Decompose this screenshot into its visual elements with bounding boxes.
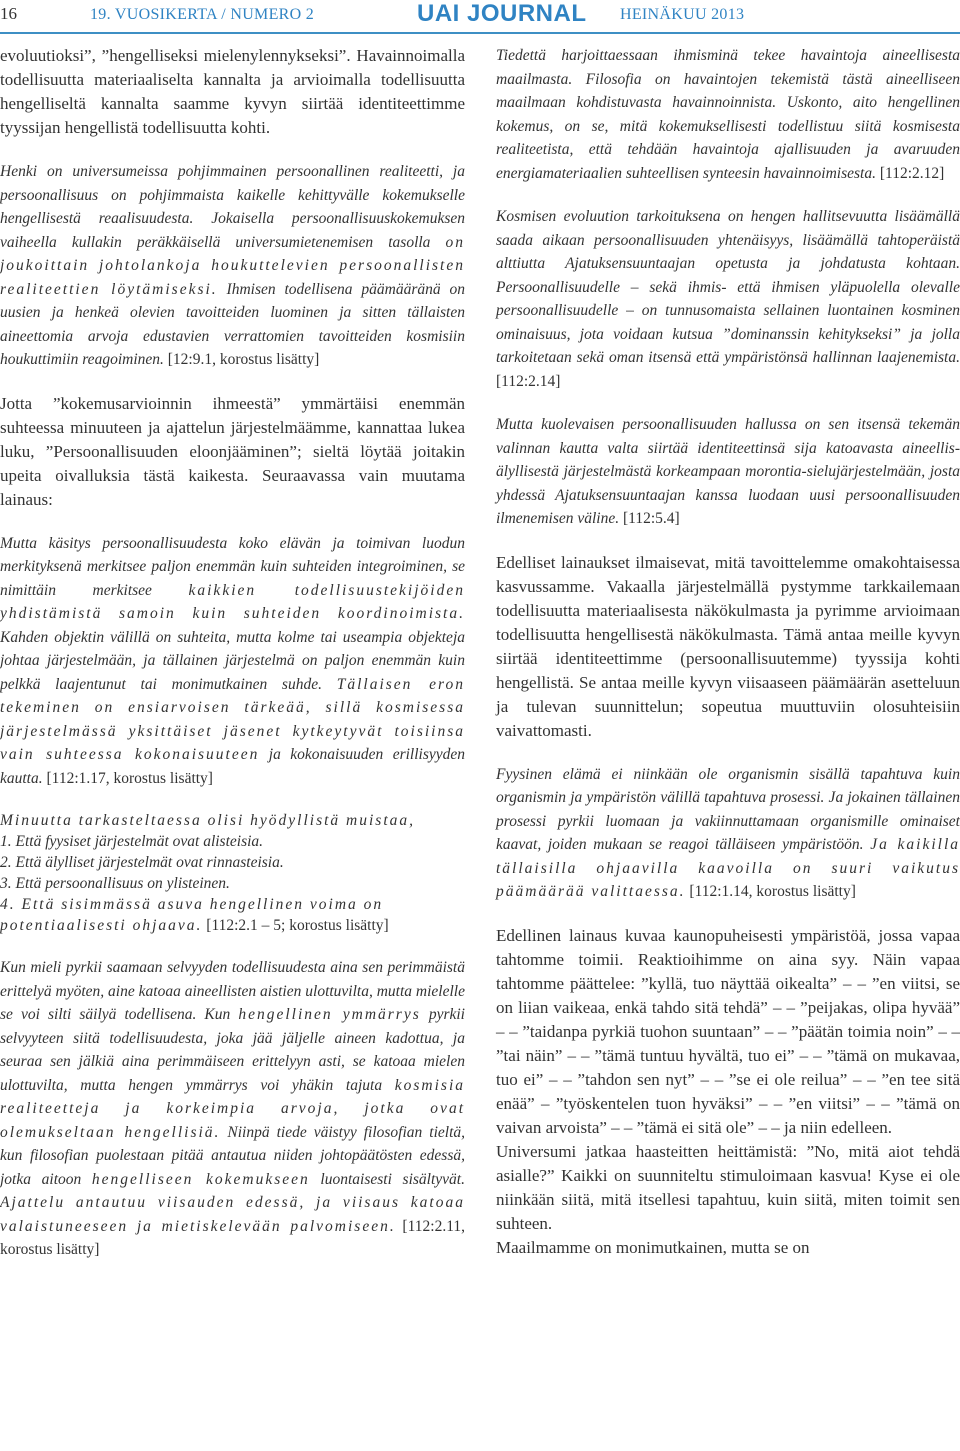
quote-emphasis: kosmisia realiteetteja ja korkeimpia arvoja, jotka ovat olemukseltaan hengellisiä.	[0, 1076, 465, 1141]
list-item	[0, 894, 465, 936]
numbered-list-quote	[0, 810, 465, 936]
list-item: 2. Että älylliset järjestelmät ovat rinnasteisia.	[0, 854, 284, 871]
quote-text: Kahden objektin välillä on suhteita, mutta kolme tai useampia objekteja johtaa järjestelmään, ja tällainen järjestelmä on paljon enemmän kuin pelkkä laajentunut tai monimutkainen suhde.	[0, 628, 465, 693]
paragraph: evoluutioksi”, ”hengelliseksi mielenylennykseksi”. Havainnoimalla todellisuutta materiaaliselta kannalta ja arvioimalla todellisuutta hengelliseltä kannalta saamme kyvyn siirtää identiteettimme tyyssijan hengellistä todellisuutta kohti.	[0, 46, 465, 137]
quote-emphasis: Ajattelu antautuu viisauden edessä, ja viisaus katoaa valaistuneeseen ja mietiskelevään palvomiseen.	[0, 1194, 465, 1235]
list-intro: Minuutta tarkasteltaessa olisi hyödyllistä muistaa,	[0, 812, 416, 829]
paragraph: Jotta ”kokemusarvioinnin ihmeestä” ymmärtäisi enemmän suhteessa minuuteen ja ajattelun järjestelmäämme, kannattaa lukea luku, ”Persoonallisuuden eloonjääminen”; sieltä löytää joitakin upeita oivalluksia tästä kaikesta. Seuraavassa vain muutama lainaus:	[0, 393, 465, 509]
quote-text: pyrkii selvyyteen siitä todellisuudesta, joka jää jäljelle aineen kadottua, ja seuraa sen jälkiä aina perimmäiseen erittelyyn asti, se katoaa mielen ulottuvilta, mutta hengen ymmärrys voi yhäkin tajuta	[0, 1006, 465, 1094]
list-item: 3. Että persoonallisuus on ylisteinen.	[0, 875, 230, 892]
quote-emphasis: hengellinen ymmärrys	[238, 1006, 421, 1023]
block-quote	[496, 763, 960, 904]
quote-emphasis: Ja kaikilla tällaisilla ohjaavilla kaavoilla on suuri vaikutus päämäärää valittaessa.	[496, 836, 960, 900]
quote-text: Kosmisen evoluution tarkoituksena on hengen hallitsevuutta lisäämällä saada aikaan persoonallisuuden yhtenäisyys, lisäämällä tahtoperäistä alttiutta Ajatuksensuuntaajan opetusta ja johdatusta kohtaan. Persoonallisuudelle – sekä ihmis- että ihmisen yläpuolella olevalle persoonallisuudelle – on tunnusomaista sellainen luontainen kosminen ominaisuus, jota voidaan kutsua ”dominanssin kehitykseksi” ja jolla tarkoitetaan sekä oman itsensä että ympäristönsä hallinnan laajenemista.	[496, 208, 960, 366]
quote-reference: [112:2.14]	[496, 372, 561, 390]
list-item-text: 4. Että sisimmässä asuva hengellinen voima on potentiaalisesti ohjaava.	[0, 896, 384, 934]
quote-text: Kun mieli pyrkii saamaan selvyyden todellisuudesta aina sen perimmäistä erittelyä myöten, aine katoaa aineellisten aistien ulottuvilta, mutta mielelle se voi silti säilyä todellisena. Kun	[0, 959, 465, 1023]
quote-reference: [112:2.12]	[875, 164, 945, 182]
paragraph: Universumi jatkaa haasteitten heittämistä: ”No, mitä aiot tehdä asialle?” Kaikki on suunniteltu stimuloimaan kasvua! Kyse ei ole niinkään siitä, mitä itsellesi tapahtuu, kuin siitä, miten toimit sen suhteen.	[496, 1141, 960, 1233]
block-quote	[0, 956, 465, 1262]
quote-text: Fyysinen elämä ei niinkään ole organismin sisällä tapahtuva kuin organismin ja ympäristön välillä tapahtuva prosessi. Ja jokainen tällainen prosessi pyrkii luomaan ja vakiinnuttamaan organismille ominaiset kaavat, joiden mukaan se reagoi tälläiseen ympäristöön.	[496, 765, 960, 853]
quote-reference: [112:1.17, korostus lisätty]	[42, 769, 213, 787]
paragraph: Maailmamme on monimutkainen, mutta se on	[496, 1237, 810, 1257]
quote-text: ja kokonaisuuden erillisyyden kautta.	[0, 746, 466, 787]
issue-date: HEINÄKUU 2013	[620, 6, 745, 23]
paragraph: Edellinen lainaus kuvaa kaunopuheisesti ympäristöä, jossa vapaa tahtomme toimii. Reaktioihimme on aina syy. Näin vapaa tahtomme päättelee: ”kyllä, tuo näyttää oikealta” – – ”en viitsi, se on liian vaikeaa, enkä tahdo sitä tehdä” – – ”peijakas, olipa hyvää” – – ”taidanpa pyrkiä tuohon suuntaan” – – ”päätän toimia noin” – – ”tai näin” – – ”tämä tuntuu hyvältä, tuo ei” – – ”tämä on mukavaa, tuo ei” – – ”tahdon sen nyt” – – ”se ei ole reilua” – – ”en tee sitä enää” – ”työskentelen tuon hyväksi” – – ”en viitsi” – – ”tämä on vaivan arvoista” – – ”tämä ei sitä ole” – – ja niin edelleen.	[496, 925, 960, 1137]
block-quote	[496, 413, 960, 531]
quote-text: Mutta käsitys persoonallisuudesta koko elävän ja toimivan luodun merkityksenä merkitsee paljon enemmän kuin suhteiden integroiminen, se nimittäin merkitsee	[0, 534, 465, 599]
quote-text: Mutta kuolevaisen persoonallisuuden hallussa on sen itsensä tekemän valinnan kautta valta siirtää identiteettinsä sija katoavasta aineellis-älyllisestä järjestelmästä korkeampaan morontia-sielujärjestelmään, josta yhdessä Ajatuksensuuntaajan kanssa luodaan uusi persoonallisuuden ilmenemisen väline.	[496, 416, 960, 527]
list-item: 1. Että fyysiset järjestelmät ovat alisteisia.	[0, 833, 264, 850]
journal-title: UAI JOURNAL	[417, 0, 587, 27]
block-quote	[0, 532, 465, 791]
quote-reference: [12:9.1, korostus lisätty]	[163, 351, 320, 368]
quote-reference: [112:1.14, korostus lisätty]	[685, 883, 856, 900]
block-quote	[0, 160, 465, 372]
paragraph: Edelliset lainaukset ilmaisevat, mitä tavoittelemme omakohtaisessa kasvussamme. Vakaalla järjestelmällä pystymme tarkkailemaan todellisuutta materiaalisesta näkökulmasta ja pyrimme arvioimaan todellisuutta hengellisestä näkökulmasta. Tämä antaa meille kyvyn siirtää identiteettimme (persoonallisuutemme) tyyssija kohti hengellistä. Se antaa meille kyvyn viisaaseen päämäärän asetteluun ja tulevan suunnittelun; sopeutua muuttuviin olosuhteisiin vaivattomasti.	[496, 552, 960, 740]
quote-reference: [112:2.1 – 5; korostus lisätty]	[202, 917, 389, 934]
page-number: 16	[0, 4, 17, 23]
quote-text: Niinpä tiede väistyy filosofian tieltä, kun filosofian puolestaan pitää antautua niiden johtopäätösten edessä, jotka aitoon	[0, 1123, 465, 1188]
quote-emphasis: Tällaisen eron tekeminen on ensiarvoisen tärkeää, sillä kosmisessa järjestelmässä yksittäiset jäsenet kytkeytyvät toisiinsa vain suhteessa kokonaisuuteen	[0, 675, 465, 763]
quote-text: Henki on universumeissa pohjimmainen persoonallinen realiteetti, ja persoonallisuus on pohjimmaista kaikelle kehittyvälle kokemukselle hengellisestä reaalisuudesta. Jokaisella persoonallisuuskokemuksen vaiheella kullakin peräkkäisellä universumietenemisen tasolla	[0, 163, 465, 251]
quote-reference: [112:5.4]	[619, 510, 680, 527]
left-column	[0, 44, 465, 1262]
block-quote	[496, 205, 960, 393]
quote-text: Ihmisen todellisena päämääränä on uusien ja henkeä olevien tavoitteiden luominen ja sitten tällaisten aineettomia arvoja edustavien verrattomien tavoitteiden kosmisiin houkuttimiin reagoiminen.	[0, 280, 465, 368]
quote-emphasis: kaikkien todellisuustekijöiden yhdistämistä samoin kuin suhteiden koordinoimista.	[0, 581, 465, 622]
quote-reference: [112:2.11, korostus lisätty]	[0, 1217, 465, 1258]
quote-text: Tiedettä harjoittaessaan ihmisminä tekee havaintoja aineellisesta maailmasta. Filosofia on havaintojen tekemistä tästä aineelliseen maailmaan kohdistuvasta havainnoinnista. Uskonto, aito hengellinen kokemus, on se, mitä kokemuksellisesti todellistuu siitä kosmisesta realiteetista, että tehdään havaintoja ajallisuuden ja avaruuden energiamateriaalien suhteellisen synteesin havainnoimisesta.	[496, 47, 960, 182]
page-header	[0, 0, 960, 34]
quote-emphasis: on joukoittain johtolankoja houkuttelevien persoonallisten realiteettien löytämiseksi.	[0, 233, 465, 298]
quote-text: luontaisesti sisältyvät.	[309, 1170, 465, 1188]
quote-emphasis: hengelliseen kokemukseen	[91, 1170, 310, 1188]
right-column	[496, 44, 960, 1260]
block-quote	[496, 44, 960, 185]
issue-label: 19. VUOSIKERTA / NUMERO 2	[90, 6, 315, 23]
